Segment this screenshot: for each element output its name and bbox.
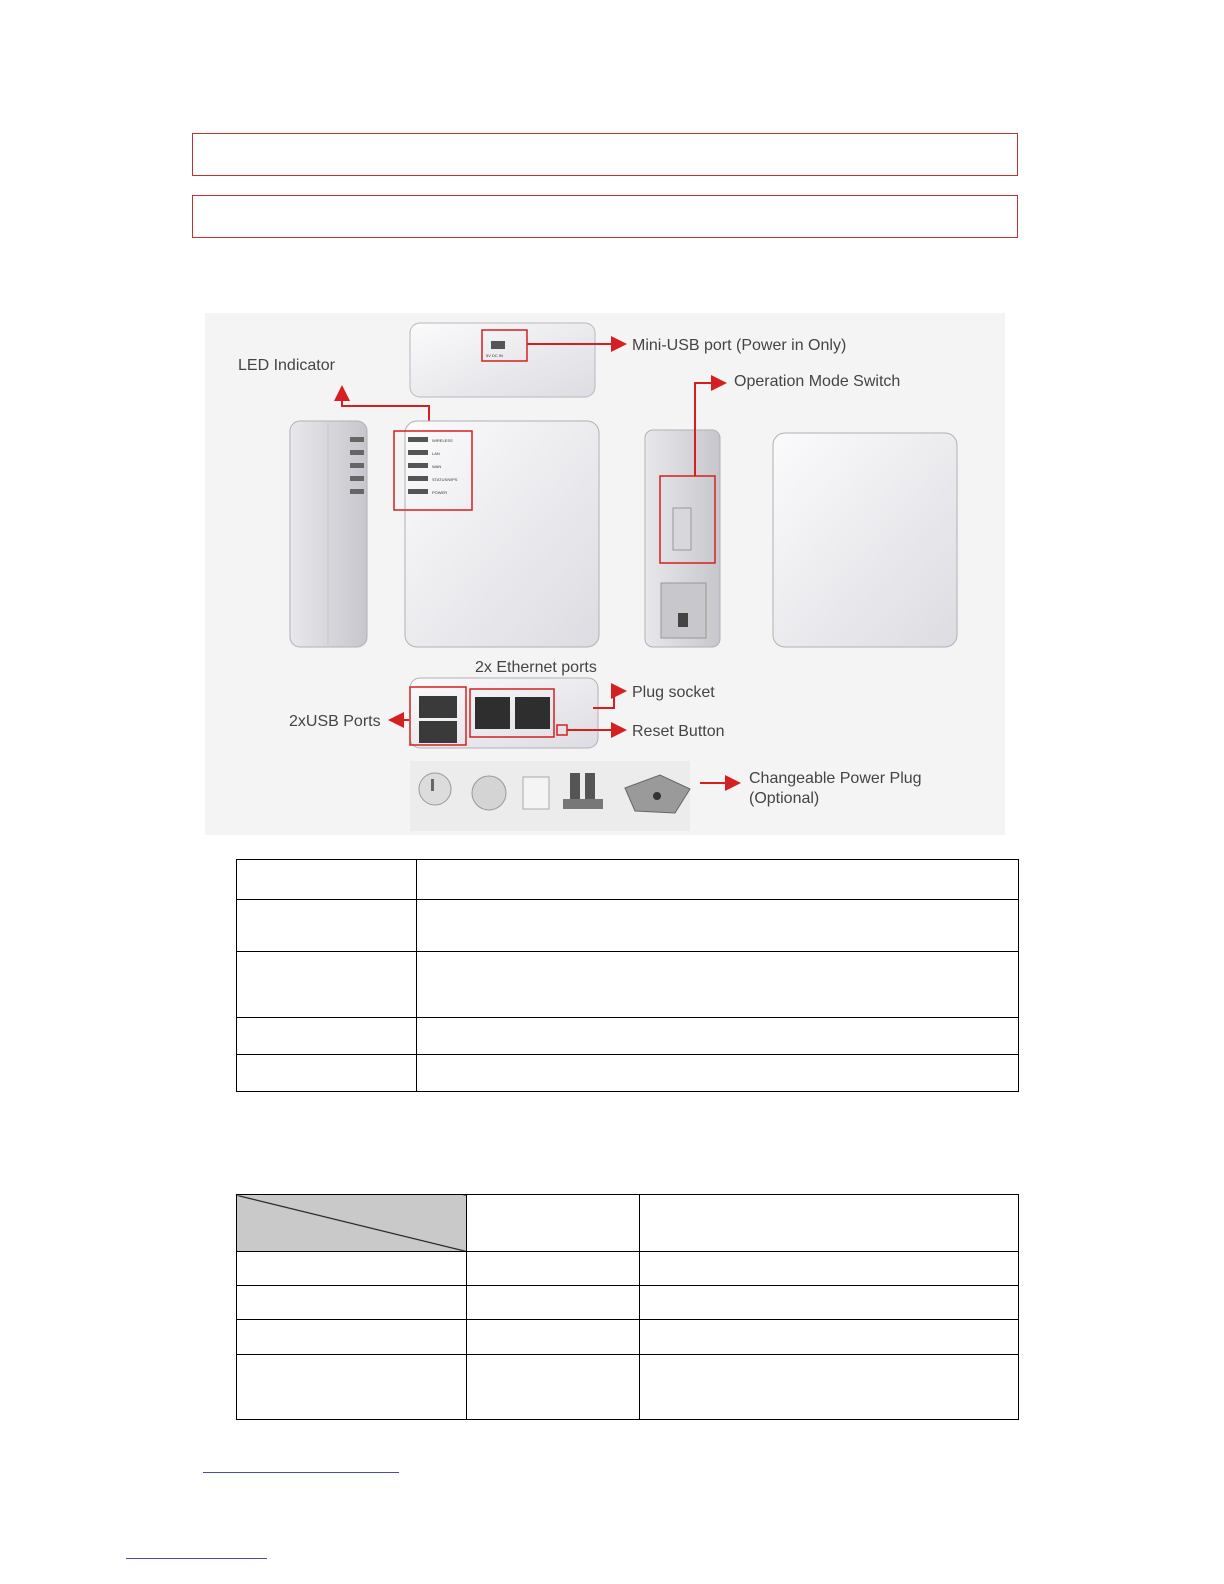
product-figure [205,313,1005,835]
label-usb-ports: 2xUSB Ports [289,713,381,730]
usb-port-icon [419,696,457,718]
led-label-power: POWER [432,490,448,495]
device-bottom-view [410,678,598,748]
led-label-lan: LAN [432,451,440,456]
table-cell [640,1320,1019,1355]
table-cell [417,1018,1019,1055]
table-cell [237,1355,467,1420]
label-led-indicator: LED Indicator [238,357,335,374]
header-box-2 [192,195,1018,238]
table-cell [467,1252,640,1286]
header-box-1 [192,133,1018,176]
label-power-plug: Changeable Power Plug [749,770,922,787]
table-row [237,1286,1019,1320]
label-ethernet-ports: 2x Ethernet ports [475,659,597,676]
table-row [237,1320,1019,1355]
mini-usb-print: 5V DC IN [486,353,503,358]
table-cell [237,1320,467,1355]
label-power-plug-optional: (Optional) [749,790,820,807]
table-cell [417,1055,1019,1092]
device-front-view [394,421,599,647]
table-header-row [237,1195,1019,1252]
table-cell [237,860,417,900]
device-switch-side-view [645,430,720,647]
table-header-cell [640,1195,1019,1252]
table-cell [237,1055,417,1092]
mode-switch-icon [673,508,691,550]
label-operation-mode: Operation Mode Switch [734,373,901,390]
table-cell [417,952,1019,1018]
table-row [237,900,1019,952]
table-cell [467,1355,640,1420]
table-cell [640,1355,1019,1420]
label-reset-button: Reset Button [632,723,725,740]
table-row [237,1055,1019,1092]
power-plugs-image [410,761,690,831]
table-cell [237,952,417,1018]
table-row [237,860,1019,900]
led-label-wireless: WIRELESS [432,438,453,443]
table-cell [467,1286,640,1320]
led-label-status-wps: STATUS/WPS [432,477,458,482]
table-cell [467,1320,640,1355]
mode-table [236,1194,1019,1420]
ethernet-port-icon [475,697,510,729]
device-top-view [410,323,595,397]
table-cell [417,900,1019,952]
table-cell [237,1286,467,1320]
ethernet-port-icon [515,697,550,729]
table-header-cell [467,1195,640,1252]
led-label-wan: WAN [432,464,442,469]
usb-port-icon [419,721,457,743]
label-plug-socket: Plug socket [632,684,715,701]
table-cell [417,860,1019,900]
hardware-table [236,859,1019,1092]
label-mini-usb: Mini-USB port (Power in Only) [632,337,847,354]
device-back-view [773,433,957,647]
device-side-view [290,421,367,647]
table-cell [237,900,417,952]
table-cell [237,1018,417,1055]
table-row [237,1355,1019,1420]
table-cell [640,1252,1019,1286]
table-row [237,1018,1019,1055]
table-cell [237,1252,467,1286]
mini-usb-port-icon [491,341,505,349]
table-row [237,1252,1019,1286]
diagonal-header-cell [237,1195,467,1252]
link-underline[interactable] [126,1558,267,1559]
table-cell [640,1286,1019,1320]
link-underline[interactable] [203,1472,399,1473]
table-row [237,952,1019,1018]
